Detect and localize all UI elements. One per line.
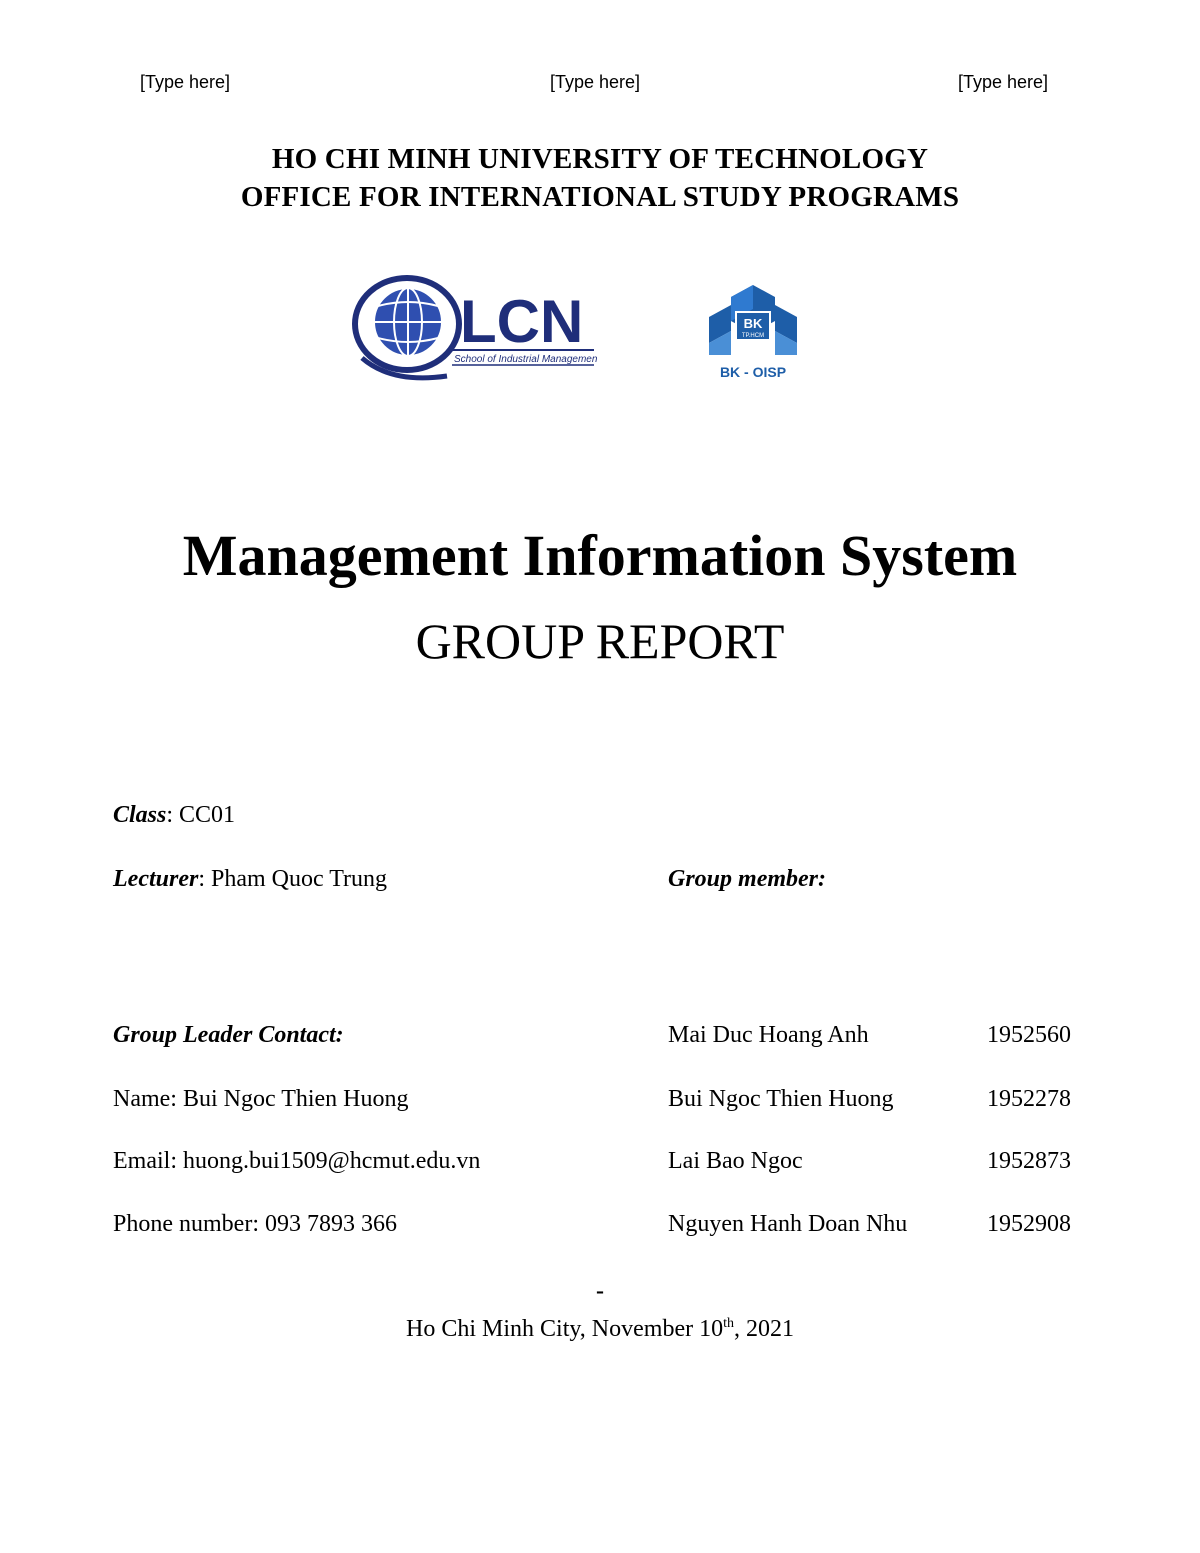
leader-name: Name: Bui Ngoc Thien Huong [113,1086,409,1112]
bk-hexagon-icon [705,283,801,381]
member-name: Lai Bao Ngoc [668,1148,803,1174]
leader-heading: Group Leader Contact: [113,1022,344,1048]
lcn-logo-tagline: School of Industrial Management [454,354,597,365]
report-title: Management Information System [182,523,1018,588]
member-row [668,1211,907,1238]
lcn-logo-text: LCN [460,288,584,355]
university-name: HO CHI MINH UNIVERSITY OF TECHNOLOGY [271,143,929,175]
member-id: 1952278 [987,1086,1071,1112]
footer-dash: - [596,1278,604,1304]
group-member-label: Group member: [668,866,826,892]
lcn-logo [352,272,597,384]
footer-date-suffix: th [723,1316,734,1331]
member-id: 1952908 [987,1211,1071,1237]
member-name: Bui Ngoc Thien Huong [668,1086,894,1112]
lecturer-line: Lecturer: Pham Quoc Trung [113,866,388,892]
footer-date-text: Ho Chi Minh City, November 10 [406,1316,724,1342]
class-value: CC01 [179,802,236,828]
class-line: Class: CC01 [113,802,236,828]
bk-oisp-logo [705,283,801,381]
bk-badge-small: TP.HCM [741,333,765,339]
bk-caption: BK - OISP [719,364,787,380]
office-name: OFFICE FOR INTERNATIONAL STUDY PROGRAMS [240,181,960,213]
lcn-globe-icon [352,272,597,384]
member-name: Nguyen Hanh Doan Nhu [668,1211,908,1237]
leader-email: Email: huong.bui1509@hcmut.edu.vn [113,1148,481,1174]
bk-badge-text: BK [743,316,763,331]
lecturer-label: Lecturer [113,866,199,892]
member-row [668,1148,803,1175]
footer-year: , 2021 [734,1316,794,1342]
lecturer-value: Pham Quoc Trung [210,866,388,892]
member-row [668,1086,894,1113]
leader-phone: Phone number: 093 7893 366 [113,1211,397,1237]
report-subtitle: GROUP REPORT [415,613,785,669]
header-left: [Type here] [140,72,231,92]
member-id: 1952560 [987,1022,1071,1048]
footer-place-date [0,1316,1200,1343]
member-row [668,1022,869,1049]
member-name: Mai Duc Hoang Anh [668,1022,869,1048]
class-label: Class [113,802,167,828]
header-center: [Type here] [550,72,641,92]
member-id: 1952873 [987,1148,1071,1174]
header-right: [Type here] [958,72,1049,92]
